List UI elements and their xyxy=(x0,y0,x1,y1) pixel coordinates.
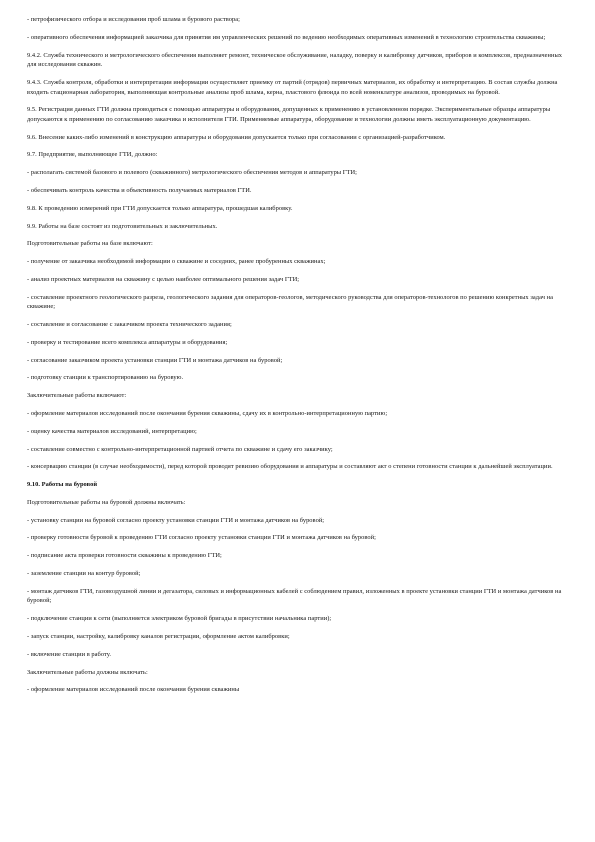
paragraph-9-4-3: 9.4.3. Служба контроля, обработки и интерпретации информации осуществляет приемку от партий (отрядов) первичных материалов, их обработку и интерпретацию. В состав службы должна входить стационарная лаборатория, выполняющая контрольные анализы проб шлама, керна, пластового флюида по всей номенклатуре анализов, проводимых на буровой. xyxy=(27,78,558,96)
list-item-final-materials: - оформление материалов исследований после окончания бурения скважины xyxy=(27,686,240,694)
list-item-installation-approval: - согласование заказчиком проекта установки станции ГТИ и монтажа датчиков на буровой; xyxy=(27,356,283,364)
paragraph-9-5: 9.5. Регистрация данных ГТИ должна проводиться с помощью аппаратуры и оборудования, допущенных к применению в установленном порядке. Экспериментальные образцы аппаратуры допускаются к применению по согласованию заказчика и исполнителя ГТИ. Применяемые аппаратура, оборудование и технологии должны иметь эксплуатационную документацию. xyxy=(27,106,551,123)
list-item-project-analysis: - анализ проектных материалов на скважину с целью наиболее оптимального решения задач ГТИ; xyxy=(27,275,300,283)
subheading-rig-preparatory: Подготовительные работы на буровой должны включать: xyxy=(27,498,186,506)
list-item-transport-prep: - подготовку станции к транспортированию на буровую. xyxy=(27,374,184,382)
paragraph-customer-info: - оперативного обеспечения информацией заказчика для принятия им управленческих решений по ведению необходимых оперативных изменений в технологию строительства скважины; xyxy=(27,33,546,41)
list-item-equipment-testing: - проверку и тестирование всего комплекса аппаратуры и оборудования; xyxy=(27,338,228,346)
list-item-grounding: - заземление станции на контур буровой; xyxy=(27,570,141,578)
list-item-conservation: - консервацию станции (в случае необходимости), перед которой проводят ревизию оборудования и аппаратуры и составляют акт о степени готовности станции к дальнейшей эксплуатации. xyxy=(27,463,553,471)
list-item-start-operation: - включение станции в работу. xyxy=(27,650,112,658)
list-item-report: - составление совместно с контрольно-интерпретационной партией отчета по скважине и сдачу его заказчику; xyxy=(27,445,333,453)
list-item-station-install: - установку станции на буровой согласно проекту установки станции ГТИ и монтажа датчиков на буровой; xyxy=(27,516,325,524)
list-item-power-connection: - подключение станции к сети (выполняется электриком буровой бригады в присутствии начальника партии); xyxy=(27,615,332,623)
paragraph-9-9: 9.9. Работы на базе состоят из подготовительных и заключительных. xyxy=(27,222,218,230)
subheading-rig-final: Заключительные работы должны включать: xyxy=(27,668,148,676)
subheading-base-preparatory: Подготовительные работы на базе включают: xyxy=(27,240,153,248)
subheading-base-final: Заключительные работы включают: xyxy=(27,392,127,400)
list-item-rig-readiness: - проверку готовности буровой к проведению ГТИ согласно проекту установки станции ГТИ и монтажа датчиков на буровой; xyxy=(27,534,376,542)
list-item-calibration: - запуск станции, настройку, калибровку каналов регистрации, оформление актом калибровки; xyxy=(27,632,290,640)
paragraph-sampling: - петрофизического отбора и исследования проб шлама и бурового раствора; xyxy=(27,16,240,23)
list-item-technical-task: - составление и согласование с заказчиком проекта технического задания; xyxy=(27,321,232,329)
paragraph-9-7: 9.7. Предприятие, выполняющее ГТИ, должно: xyxy=(27,151,158,159)
list-item-quality-control: - обеспечивать контроль качества и объективность получаемых материалов ГТИ. xyxy=(27,187,252,195)
paragraph-9-6: 9.6. Внесение каких-либо изменений в конструкцию аппаратуры и оборудования допускается только при согласовании с организацией-разработчиком. xyxy=(27,133,446,141)
section-heading-9-10: 9.10. Работы на буровой xyxy=(27,481,98,489)
paragraph-9-4-2: 9.4.2. Служба технического и метрологического обеспечения выполняет ремонт, техническое обслуживание, наладку, поверку и калибровку датчиков, приборов и комплексов, предназначенных для исследования скважин. xyxy=(27,51,563,69)
list-item-materials-handover: - оформление материалов исследований после окончания бурения скважины, сдачу их в контрольно-интерпретационную партию; xyxy=(27,410,388,417)
list-item-readiness-act: - подписание акта проверки готовности скважины к проведению ГТИ; xyxy=(27,552,222,560)
list-item-quality-assessment: - оценку качества материалов исследований, интерпретацию; xyxy=(27,427,197,435)
list-item-customer-data: - получение от заказчика необходимой информации о скважине и соседних, ранее пробуренных скважинах; xyxy=(27,258,326,266)
list-item-metrology: - располагать системой базового и полевого (скважинного) метрологического обеспечения методов и аппаратуры ГТИ; xyxy=(27,169,357,177)
paragraph-9-8: 9.8. К проведению измерений при ГТИ допускается только аппаратура, прошедшая калибровку. xyxy=(27,204,293,212)
list-item-sensor-mounting: - монтаж датчиков ГТИ, газовоздушной линии и дегазатора, силовых и информационных кабелей с соблюдением правил, изложенных в проекте установки станции ГТИ и монтажа датчиков на буровой; xyxy=(27,587,562,605)
list-item-geological-section: - составление проектного геологического разреза, геологического задания для операторов-геологов, методического руководства для операторов-технологов по решению конкретных задач на скважине; xyxy=(27,293,553,311)
